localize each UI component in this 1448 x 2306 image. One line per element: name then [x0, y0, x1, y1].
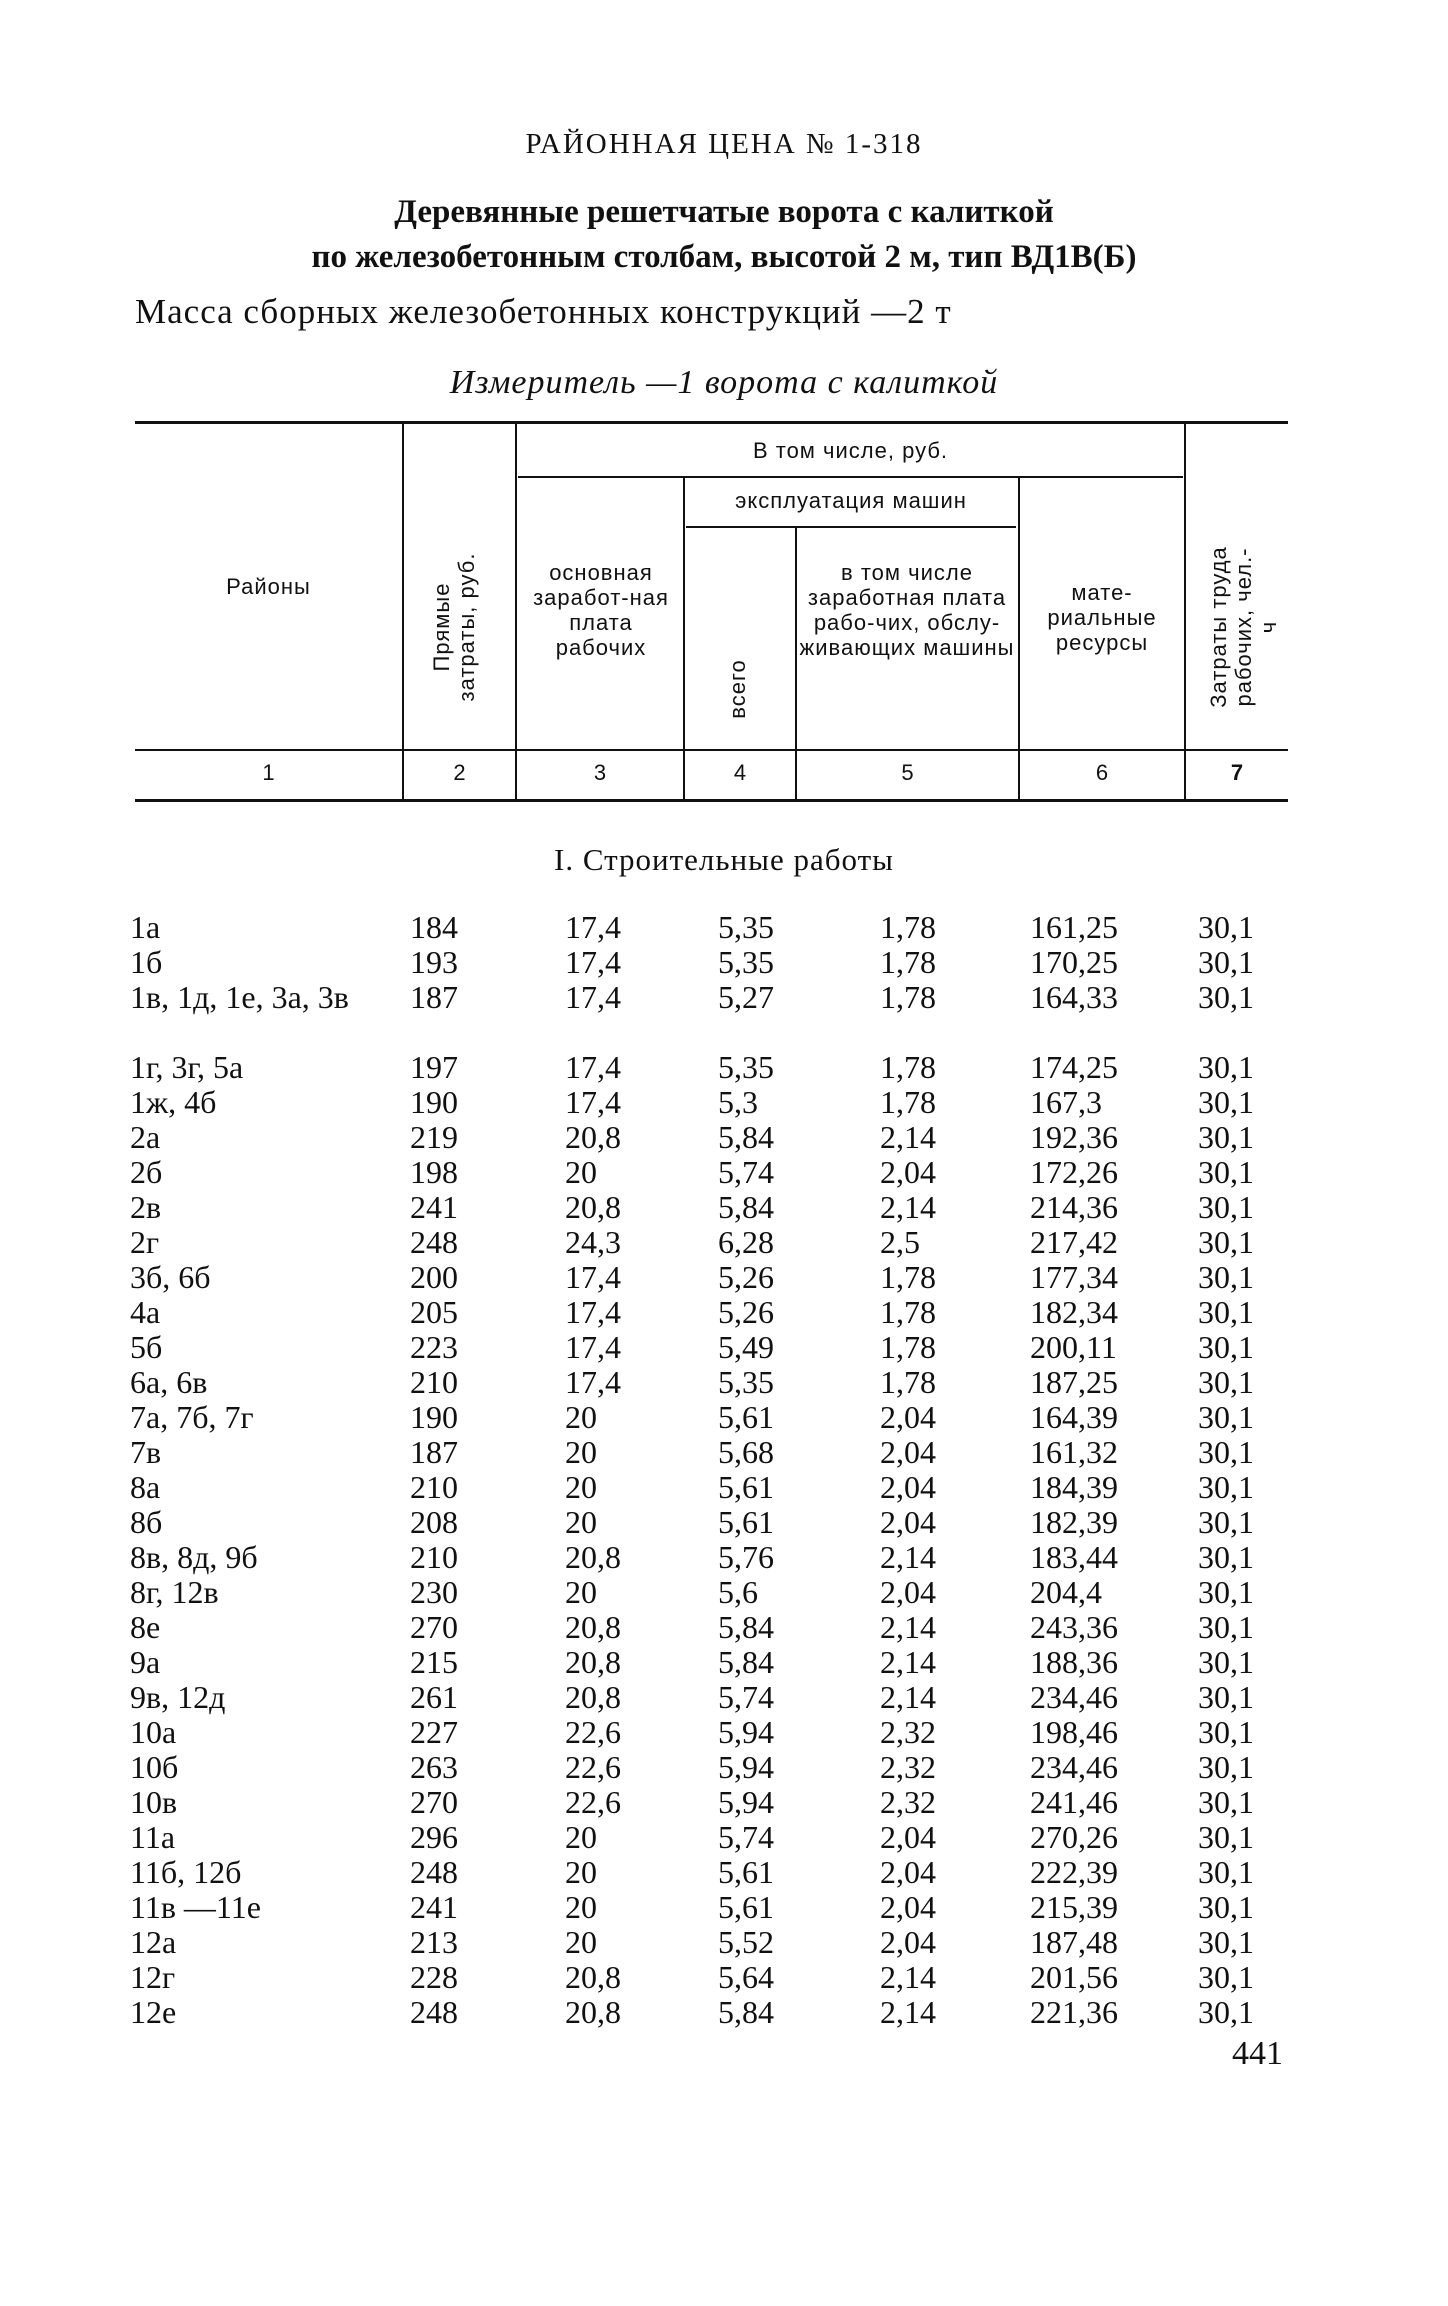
row-district: 2а: [130, 1119, 161, 1155]
row-value-c2: 213: [410, 1924, 458, 1960]
numbers-bottom-rule: [135, 799, 1288, 802]
including-rule: [518, 476, 1183, 478]
row-value-c3: 20: [565, 1819, 597, 1855]
table-row: [0, 1470, 1448, 1505]
row-value-c3: 22,6: [565, 1784, 621, 1820]
row-value-c6: 161,32: [1030, 1434, 1118, 1470]
table-row: [0, 945, 1448, 980]
row-district: 3б, 6б: [130, 1259, 211, 1295]
row-district: 8е: [130, 1609, 161, 1645]
row-value-c7: 30,1: [1198, 1994, 1254, 2030]
row-value-c7: 30,1: [1198, 1819, 1254, 1855]
header-incl-wage: в том числе заработная плата рабо-чих, обслу-живающих машины: [799, 560, 1015, 660]
row-district: 11в —11е: [130, 1889, 261, 1925]
row-value-c5: 2,5: [880, 1224, 920, 1260]
header-base-wage: основная заработ-ная плата рабочих: [533, 560, 669, 660]
row-value-c4: 5,61: [718, 1504, 774, 1540]
table-row: [0, 1855, 1448, 1890]
row-value-c6: 167,3: [1030, 1084, 1102, 1120]
row-value-c3: 20,8: [565, 1539, 621, 1575]
row-value-c5: 2,04: [880, 1504, 936, 1540]
row-value-c7: 30,1: [1198, 1924, 1254, 1960]
row-value-c6: 234,46: [1030, 1749, 1118, 1785]
row-value-c2: 210: [410, 1469, 458, 1505]
row-district: 9а: [130, 1644, 161, 1680]
row-district: 1в, 1д, 1е, 3а, 3в: [130, 979, 349, 1015]
row-value-c6: 201,56: [1030, 1959, 1118, 1995]
row-value-c5: 1,78: [880, 1329, 936, 1365]
row-value-c6: 241,46: [1030, 1784, 1118, 1820]
row-value-c2: 248: [410, 1854, 458, 1890]
row-value-c4: 5,94: [718, 1784, 774, 1820]
section-title: I. Строительные работы: [554, 842, 894, 877]
row-value-c6: 161,25: [1030, 909, 1118, 945]
row-value-c2: 187: [410, 979, 458, 1015]
row-value-c2: 184: [410, 909, 458, 945]
row-value-c3: 17,4: [565, 1259, 621, 1295]
row-value-c6: 270,26: [1030, 1819, 1118, 1855]
row-value-c2: 215: [410, 1644, 458, 1680]
row-value-c7: 30,1: [1198, 1364, 1254, 1400]
row-value-c2: 263: [410, 1749, 458, 1785]
row-value-c2: 228: [410, 1959, 458, 1995]
row-value-c5: 2,04: [880, 1469, 936, 1505]
col-divider-3: [683, 478, 685, 801]
row-value-c7: 30,1: [1198, 1889, 1254, 1925]
row-value-c4: 5,35: [718, 1049, 774, 1085]
row-value-c3: 20: [565, 1399, 597, 1435]
table-row: [0, 1645, 1448, 1680]
table-row: [0, 1085, 1448, 1120]
table-row: [0, 1610, 1448, 1645]
col-number-1: 1: [262, 760, 275, 785]
row-value-c3: 17,4: [565, 909, 621, 945]
row-value-c4: 5,94: [718, 1749, 774, 1785]
row-value-c7: 30,1: [1198, 1714, 1254, 1750]
row-value-c6: 184,39: [1030, 1469, 1118, 1505]
row-value-c2: 200: [410, 1259, 458, 1295]
row-district: 12г: [130, 1959, 176, 1995]
row-value-c6: 215,39: [1030, 1889, 1118, 1925]
col-number-3: 3: [593, 760, 607, 785]
header-direct-costs: [429, 507, 489, 747]
row-district: 7а, 7б, 7г: [130, 1399, 254, 1435]
row-value-c5: 1,78: [880, 1049, 936, 1085]
header-labor: [1206, 507, 1281, 747]
row-value-c4: 5,35: [718, 944, 774, 980]
header-labor-text: Затраты труда рабочих, чел.-ч: [1206, 546, 1281, 708]
row-value-c5: 2,32: [880, 1784, 936, 1820]
row-value-c6: 177,34: [1030, 1259, 1118, 1295]
row-value-c5: 1,78: [880, 1364, 936, 1400]
row-value-c4: 5,49: [718, 1329, 774, 1365]
row-value-c4: 5,84: [718, 1189, 774, 1225]
col-number-6: 6: [1095, 760, 1109, 785]
row-value-c4: 5,61: [718, 1469, 774, 1505]
col-divider-5: [1018, 478, 1020, 801]
header-including: В том числе, руб.: [752, 438, 949, 463]
row-value-c5: 2,04: [880, 1819, 936, 1855]
row-value-c3: 20: [565, 1574, 597, 1610]
title-line-2: по железобетонным столбам, высотой 2 м, тип ВД1В(Б): [311, 239, 1137, 275]
row-value-c7: 30,1: [1198, 944, 1254, 980]
row-value-c4: 5,84: [718, 1609, 774, 1645]
measure-unit: Измеритель —1 ворота с калиткой: [449, 364, 999, 401]
page-number: 441: [1232, 2035, 1283, 2072]
row-value-c3: 17,4: [565, 944, 621, 980]
row-value-c7: 30,1: [1198, 909, 1254, 945]
row-value-c7: 30,1: [1198, 979, 1254, 1015]
row-value-c2: 241: [410, 1889, 458, 1925]
row-value-c3: 20: [565, 1434, 597, 1470]
row-value-c5: 2,04: [880, 1574, 936, 1610]
row-value-c7: 30,1: [1198, 1609, 1254, 1645]
row-value-c4: 5,61: [718, 1399, 774, 1435]
row-value-c2: 270: [410, 1784, 458, 1820]
row-value-c6: 234,46: [1030, 1679, 1118, 1715]
row-value-c6: 243,36: [1030, 1609, 1118, 1645]
col-divider-6: [1184, 423, 1186, 801]
row-district: 10в: [130, 1784, 178, 1820]
row-district: 10б: [130, 1749, 179, 1785]
row-district: 4а: [130, 1294, 161, 1330]
row-district: 12а: [130, 1924, 177, 1960]
row-value-c5: 1,78: [880, 979, 936, 1015]
row-district: 1а: [130, 909, 161, 945]
row-value-c2: 210: [410, 1539, 458, 1575]
table-row: [0, 1190, 1448, 1225]
row-value-c2: 227: [410, 1714, 458, 1750]
row-value-c6: 198,46: [1030, 1714, 1118, 1750]
row-district: 9в, 12д: [130, 1679, 226, 1715]
row-value-c7: 30,1: [1198, 1434, 1254, 1470]
table-row: [0, 1540, 1448, 1575]
row-value-c4: 5,68: [718, 1434, 774, 1470]
row-value-c4: 5,74: [718, 1679, 774, 1715]
row-district: 8в, 8д, 9б: [130, 1539, 258, 1575]
row-value-c4: 5,84: [718, 1644, 774, 1680]
row-value-c7: 30,1: [1198, 1959, 1254, 1995]
row-value-c4: 5,61: [718, 1889, 774, 1925]
table-row: [0, 1680, 1448, 1715]
header-machine-operation: эксплуатация машин: [735, 488, 967, 513]
row-value-c5: 1,78: [880, 1294, 936, 1330]
table-row: [0, 1960, 1448, 1995]
row-value-c7: 30,1: [1198, 1154, 1254, 1190]
row-value-c3: 22,6: [565, 1714, 621, 1750]
row-value-c7: 30,1: [1198, 1574, 1254, 1610]
row-value-c4: 5,26: [718, 1294, 774, 1330]
row-value-c2: 197: [410, 1049, 458, 1085]
col-number-7: 7: [1230, 760, 1244, 785]
row-district: 1г, 3г, 5а: [130, 1049, 244, 1085]
row-value-c2: 241: [410, 1189, 458, 1225]
row-value-c5: 2,04: [880, 1854, 936, 1890]
title-line-1: Деревянные решетчатые ворота с калиткой: [394, 194, 1054, 230]
row-value-c5: 2,04: [880, 1154, 936, 1190]
row-district: 7в: [130, 1434, 162, 1470]
col-divider-1: [402, 423, 404, 801]
row-value-c3: 17,4: [565, 979, 621, 1015]
row-value-c7: 30,1: [1198, 1784, 1254, 1820]
table-row: [0, 1155, 1448, 1190]
row-value-c6: 170,25: [1030, 944, 1118, 980]
row-district: 2в: [130, 1189, 162, 1225]
price-code: РАЙОННАЯ ЦЕНА № 1-318: [525, 128, 923, 160]
row-district: 8б: [130, 1504, 163, 1540]
row-value-c2: 193: [410, 944, 458, 980]
table-row: [0, 1750, 1448, 1785]
row-value-c3: 20,8: [565, 1119, 621, 1155]
table-row: [0, 1225, 1448, 1260]
table-row: [0, 910, 1448, 945]
document-title: [0, 190, 1448, 280]
row-value-c7: 30,1: [1198, 1119, 1254, 1155]
row-value-c5: 2,14: [880, 1119, 936, 1155]
row-value-c6: 188,36: [1030, 1644, 1118, 1680]
row-value-c2: 248: [410, 1994, 458, 2030]
row-value-c3: 17,4: [565, 1294, 621, 1330]
row-value-c5: 2,14: [880, 1959, 936, 1995]
table-row: [0, 1785, 1448, 1820]
row-value-c4: 5,84: [718, 1994, 774, 2030]
row-district: 12е: [130, 1994, 177, 2030]
table-row: [0, 1925, 1448, 1960]
row-value-c3: 17,4: [565, 1084, 621, 1120]
row-district: 2б: [130, 1154, 163, 1190]
row-value-c6: 200,11: [1030, 1329, 1117, 1365]
row-value-c6: 204,4: [1030, 1574, 1102, 1610]
mass-note: Масса сборных железобетонных конструкций —2 т: [135, 292, 952, 331]
row-value-c2: 223: [410, 1329, 458, 1365]
row-value-c3: 20,8: [565, 1679, 621, 1715]
table-row: [0, 1295, 1448, 1330]
table-row: [0, 1435, 1448, 1470]
row-value-c4: 5,3: [718, 1084, 758, 1120]
row-value-c7: 30,1: [1198, 1189, 1254, 1225]
row-value-c3: 20: [565, 1889, 597, 1925]
row-value-c2: 187: [410, 1434, 458, 1470]
row-value-c2: 190: [410, 1084, 458, 1120]
row-value-c6: 187,25: [1030, 1364, 1118, 1400]
col-divider-2: [515, 423, 517, 801]
row-value-c5: 1,78: [880, 1084, 936, 1120]
row-value-c2: 230: [410, 1574, 458, 1610]
row-value-c5: 2,32: [880, 1749, 936, 1785]
row-value-c2: 208: [410, 1504, 458, 1540]
row-value-c4: 5,74: [718, 1154, 774, 1190]
row-value-c3: 17,4: [565, 1329, 621, 1365]
row-value-c4: 5,6: [718, 1574, 758, 1610]
row-value-c5: 2,14: [880, 1644, 936, 1680]
row-value-c7: 30,1: [1198, 1749, 1254, 1785]
row-district: 8а: [130, 1469, 161, 1505]
table-row: [0, 1400, 1448, 1435]
row-district: 1ж, 4б: [130, 1084, 217, 1120]
row-value-c2: 205: [410, 1294, 458, 1330]
row-value-c5: 2,04: [880, 1434, 936, 1470]
header-districts: Районы: [226, 574, 311, 599]
row-district: 5б: [130, 1329, 163, 1365]
row-value-c2: 210: [410, 1364, 458, 1400]
row-value-c5: 2,14: [880, 1539, 936, 1575]
row-value-c4: 5,64: [718, 1959, 774, 1995]
table-row: [0, 1575, 1448, 1610]
row-value-c4: 5,35: [718, 1364, 774, 1400]
row-value-c3: 20,8: [565, 1644, 621, 1680]
row-value-c6: 222,39: [1030, 1854, 1118, 1890]
row-value-c5: 2,32: [880, 1714, 936, 1750]
row-value-c7: 30,1: [1198, 1679, 1254, 1715]
row-value-c5: 2,14: [880, 1994, 936, 2030]
row-value-c5: 2,14: [880, 1189, 936, 1225]
row-value-c5: 2,14: [880, 1679, 936, 1715]
row-value-c5: 1,78: [880, 1259, 936, 1295]
machines-rule: [686, 526, 1016, 528]
table-row: [0, 1820, 1448, 1855]
row-value-c3: 20: [565, 1154, 597, 1190]
row-value-c4: 5,61: [718, 1854, 774, 1890]
row-value-c6: 172,26: [1030, 1154, 1118, 1190]
header-direct-costs-text: Прямые затраты, руб.: [429, 552, 479, 702]
row-value-c7: 30,1: [1198, 1644, 1254, 1680]
row-value-c2: 270: [410, 1609, 458, 1645]
row-district: 1б: [130, 944, 163, 980]
table-row: [0, 980, 1448, 1050]
row-value-c3: 20: [565, 1854, 597, 1890]
table-row: [0, 1995, 1448, 2030]
row-value-c2: 248: [410, 1224, 458, 1260]
row-value-c3: 20,8: [565, 1609, 621, 1645]
row-value-c4: 5,26: [718, 1259, 774, 1295]
table-body: [0, 910, 1448, 2030]
row-value-c4: 6,28: [718, 1224, 774, 1260]
row-district: 6а, 6в: [130, 1364, 208, 1400]
row-value-c2: 219: [410, 1119, 458, 1155]
row-value-c4: 5,94: [718, 1714, 774, 1750]
row-value-c3: 20: [565, 1924, 597, 1960]
row-value-c5: 1,78: [880, 909, 936, 945]
row-district: 2г: [130, 1224, 160, 1260]
header-top-rule: [135, 421, 1288, 424]
row-value-c7: 30,1: [1198, 1049, 1254, 1085]
row-value-c6: 221,36: [1030, 1994, 1118, 2030]
table-row: [0, 1715, 1448, 1750]
row-value-c3: 20: [565, 1504, 597, 1540]
row-value-c7: 30,1: [1198, 1399, 1254, 1435]
row-value-c6: 164,39: [1030, 1399, 1118, 1435]
row-value-c3: 20,8: [565, 1189, 621, 1225]
table-row: [0, 1365, 1448, 1400]
header-total: всего: [725, 659, 750, 719]
row-value-c3: 22,6: [565, 1749, 621, 1785]
table-row: [0, 1330, 1448, 1365]
row-value-c4: 5,76: [718, 1539, 774, 1575]
row-value-c7: 30,1: [1198, 1539, 1254, 1575]
col-number-4: 4: [733, 760, 747, 785]
row-value-c7: 30,1: [1198, 1329, 1254, 1365]
row-value-c4: 5,35: [718, 909, 774, 945]
row-value-c6: 182,39: [1030, 1504, 1118, 1540]
row-district: 10а: [130, 1714, 177, 1750]
row-district: 11а: [130, 1819, 176, 1855]
row-value-c5: 1,78: [880, 944, 936, 980]
row-value-c3: 17,4: [565, 1364, 621, 1400]
header-materials: мате-риальные ресурсы: [1047, 580, 1157, 655]
row-value-c2: 261: [410, 1679, 458, 1715]
col-number-2: 2: [453, 760, 466, 785]
table-row: [0, 1050, 1448, 1085]
row-value-c2: 296: [410, 1819, 458, 1855]
table-row: [0, 1260, 1448, 1295]
row-value-c4: 5,27: [718, 979, 774, 1015]
row-value-c6: 183,44: [1030, 1539, 1118, 1575]
row-value-c7: 30,1: [1198, 1259, 1254, 1295]
col-number-5: 5: [901, 760, 914, 785]
row-value-c6: 192,36: [1030, 1119, 1118, 1155]
row-value-c6: 217,42: [1030, 1224, 1118, 1260]
row-value-c3: 20: [565, 1469, 597, 1505]
row-value-c6: 182,34: [1030, 1294, 1118, 1330]
row-value-c2: 190: [410, 1399, 458, 1435]
row-value-c7: 30,1: [1198, 1504, 1254, 1540]
row-value-c5: 2,04: [880, 1399, 936, 1435]
row-value-c6: 164,33: [1030, 979, 1118, 1015]
header-bottom-rule: [135, 749, 1288, 751]
row-value-c3: 20,8: [565, 1959, 621, 1995]
row-value-c4: 5,52: [718, 1924, 774, 1960]
row-value-c6: 214,36: [1030, 1189, 1118, 1225]
row-value-c7: 30,1: [1198, 1469, 1254, 1505]
row-value-c3: 20,8: [565, 1994, 621, 2030]
row-value-c3: 17,4: [565, 1049, 621, 1085]
row-value-c6: 187,48: [1030, 1924, 1118, 1960]
row-value-c7: 30,1: [1198, 1854, 1254, 1890]
row-value-c5: 2,04: [880, 1924, 936, 1960]
row-value-c5: 2,04: [880, 1889, 936, 1925]
table-row: [0, 1890, 1448, 1925]
row-value-c5: 2,14: [880, 1609, 936, 1645]
row-value-c7: 30,1: [1198, 1294, 1254, 1330]
row-district: 11б, 12б: [130, 1854, 242, 1890]
row-value-c3: 24,3: [565, 1224, 621, 1260]
row-value-c7: 30,1: [1198, 1084, 1254, 1120]
row-value-c7: 30,1: [1198, 1224, 1254, 1260]
row-value-c6: 174,25: [1030, 1049, 1118, 1085]
row-value-c4: 5,74: [718, 1819, 774, 1855]
row-district: 8г, 12в: [130, 1574, 219, 1610]
table-row: [0, 1120, 1448, 1155]
table-row: [0, 1505, 1448, 1540]
row-value-c2: 198: [410, 1154, 458, 1190]
row-value-c4: 5,84: [718, 1119, 774, 1155]
